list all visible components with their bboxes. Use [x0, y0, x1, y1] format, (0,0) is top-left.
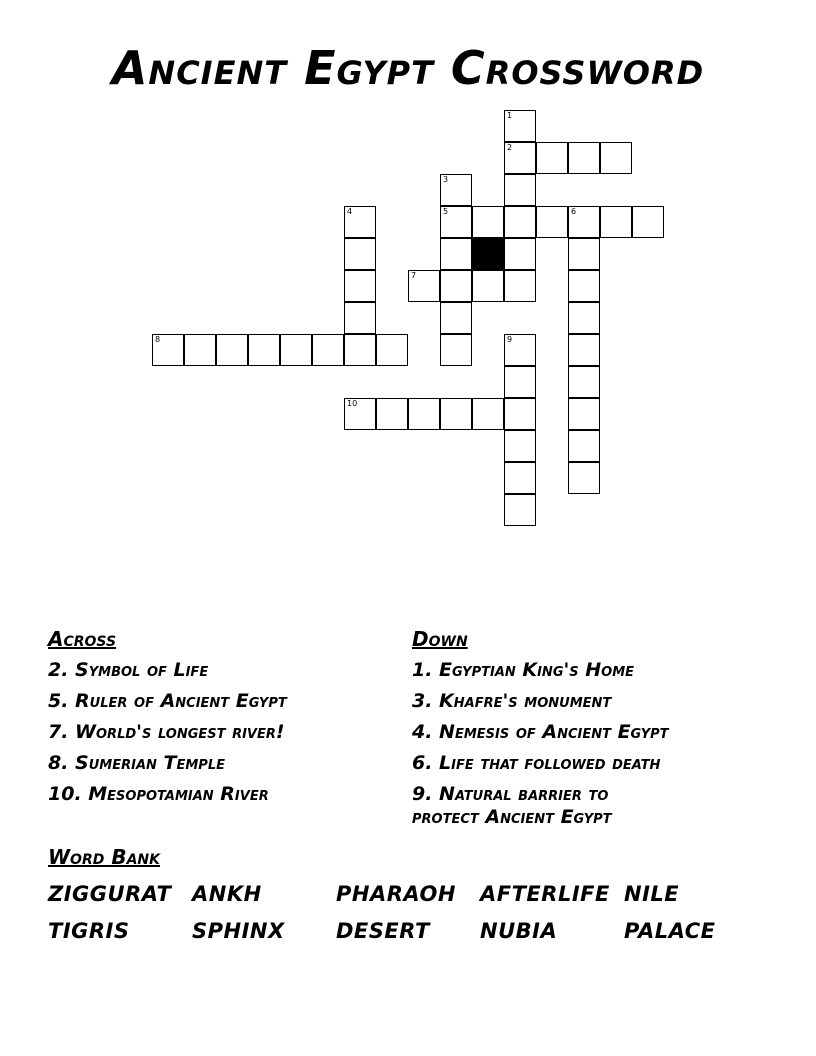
- across-clue: 8. Sumerian Temple: [48, 752, 225, 774]
- down-clue: 9. Natural barrier to: [412, 783, 609, 805]
- across-clue: 2. Symbol of Life: [48, 659, 209, 681]
- down-clue: 1. Egyptian King's Home: [412, 659, 635, 681]
- crossword-cell[interactable]: [504, 334, 536, 366]
- crossword-cell[interactable]: [504, 110, 536, 142]
- clue-number: 8: [155, 335, 161, 344]
- page-title: Ancient Egypt Crossword: [111, 41, 705, 95]
- clue-number: 1: [507, 111, 513, 120]
- crossword-cell[interactable]: [376, 398, 408, 430]
- word-bank-item: TIGRIS: [48, 919, 130, 943]
- crossword-cell[interactable]: [504, 430, 536, 462]
- word-bank-item: NILE: [624, 882, 680, 906]
- crossword-cell[interactable]: [312, 334, 344, 366]
- crossword-cell[interactable]: [568, 430, 600, 462]
- crossword-cell[interactable]: [504, 462, 536, 494]
- crossword-cell[interactable]: [216, 334, 248, 366]
- crossword-cell[interactable]: [440, 334, 472, 366]
- crossword-cell[interactable]: [568, 334, 600, 366]
- word-bank-item: AFTERLIFE: [480, 882, 610, 906]
- crossword-cell[interactable]: [408, 398, 440, 430]
- word-bank-item: PHARAOH: [336, 882, 456, 906]
- word-bank-item: PALACE: [624, 919, 716, 943]
- crossword-cell[interactable]: [568, 270, 600, 302]
- crossword-cell[interactable]: [440, 238, 472, 270]
- crossword-block-cell: [472, 238, 504, 270]
- crossword-cell[interactable]: [568, 302, 600, 334]
- across-clue: 5. Ruler of Ancient Egypt: [48, 690, 287, 712]
- crossword-cell[interactable]: [344, 206, 376, 238]
- crossword-cell[interactable]: [568, 366, 600, 398]
- crossword-cell[interactable]: [344, 270, 376, 302]
- crossword-cell[interactable]: [408, 270, 440, 302]
- word-bank-item: NUBIA: [480, 919, 558, 943]
- crossword-cell[interactable]: [504, 174, 536, 206]
- crossword-cell[interactable]: [504, 398, 536, 430]
- word-bank-item: ANKH: [192, 882, 262, 906]
- crossword-cell[interactable]: [536, 142, 568, 174]
- across-clue: 10. Mesopotamian River: [48, 783, 269, 805]
- clue-number: 2: [507, 143, 513, 152]
- crossword-cell[interactable]: [504, 270, 536, 302]
- word-bank-item: ZIGGURAT: [48, 882, 172, 906]
- down-clue: 3. Khafre's monument: [412, 690, 612, 712]
- clue-number: 10: [347, 399, 358, 408]
- crossword-cell[interactable]: [248, 334, 280, 366]
- clue-number: 5: [443, 207, 449, 216]
- across-clue: 7. World's longest river!: [48, 721, 285, 743]
- crossword-cell[interactable]: [440, 270, 472, 302]
- crossword-cell[interactable]: [152, 334, 184, 366]
- crossword-cell[interactable]: [344, 302, 376, 334]
- word-bank-heading: Word Bank: [48, 845, 160, 869]
- crossword-cell[interactable]: [344, 334, 376, 366]
- clue-number: 6: [571, 207, 577, 216]
- crossword-cell[interactable]: [600, 206, 632, 238]
- crossword-cell[interactable]: [504, 366, 536, 398]
- crossword-cell[interactable]: [184, 334, 216, 366]
- down-clue: 4. Nemesis of Ancient Egypt: [412, 721, 669, 743]
- crossword-cell[interactable]: [600, 142, 632, 174]
- crossword-cell[interactable]: [568, 238, 600, 270]
- crossword-cell[interactable]: [280, 334, 312, 366]
- crossword-cell[interactable]: [568, 206, 600, 238]
- clue-number: 4: [347, 207, 353, 216]
- crossword-cell[interactable]: [568, 462, 600, 494]
- crossword-cell[interactable]: [568, 142, 600, 174]
- clue-number: 7: [411, 271, 417, 280]
- down-heading: Down: [412, 627, 468, 651]
- crossword-cell[interactable]: [472, 398, 504, 430]
- word-bank-item: SPHINX: [192, 919, 285, 943]
- crossword-cell[interactable]: [536, 206, 568, 238]
- crossword-cell[interactable]: [344, 238, 376, 270]
- crossword-cell[interactable]: [472, 270, 504, 302]
- crossword-cell[interactable]: [504, 206, 536, 238]
- crossword-cell[interactable]: [440, 398, 472, 430]
- crossword-cell[interactable]: [504, 494, 536, 526]
- crossword-cell[interactable]: [440, 302, 472, 334]
- crossword-cell[interactable]: [632, 206, 664, 238]
- down-clue: 6. Life that followed death: [412, 752, 661, 774]
- word-bank-item: DESERT: [336, 919, 430, 943]
- crossword-cell[interactable]: [344, 398, 376, 430]
- clue-number: 3: [443, 175, 449, 184]
- crossword-cell[interactable]: [440, 174, 472, 206]
- crossword-cell[interactable]: [440, 206, 472, 238]
- down-clue-continued: protect Ancient Egypt: [412, 806, 612, 828]
- crossword-cell[interactable]: [376, 334, 408, 366]
- crossword-cell[interactable]: [504, 238, 536, 270]
- clue-number: 9: [507, 335, 513, 344]
- crossword-cell[interactable]: [472, 206, 504, 238]
- across-heading: Across: [48, 627, 117, 651]
- crossword-cell[interactable]: [504, 142, 536, 174]
- crossword-cell[interactable]: [568, 398, 600, 430]
